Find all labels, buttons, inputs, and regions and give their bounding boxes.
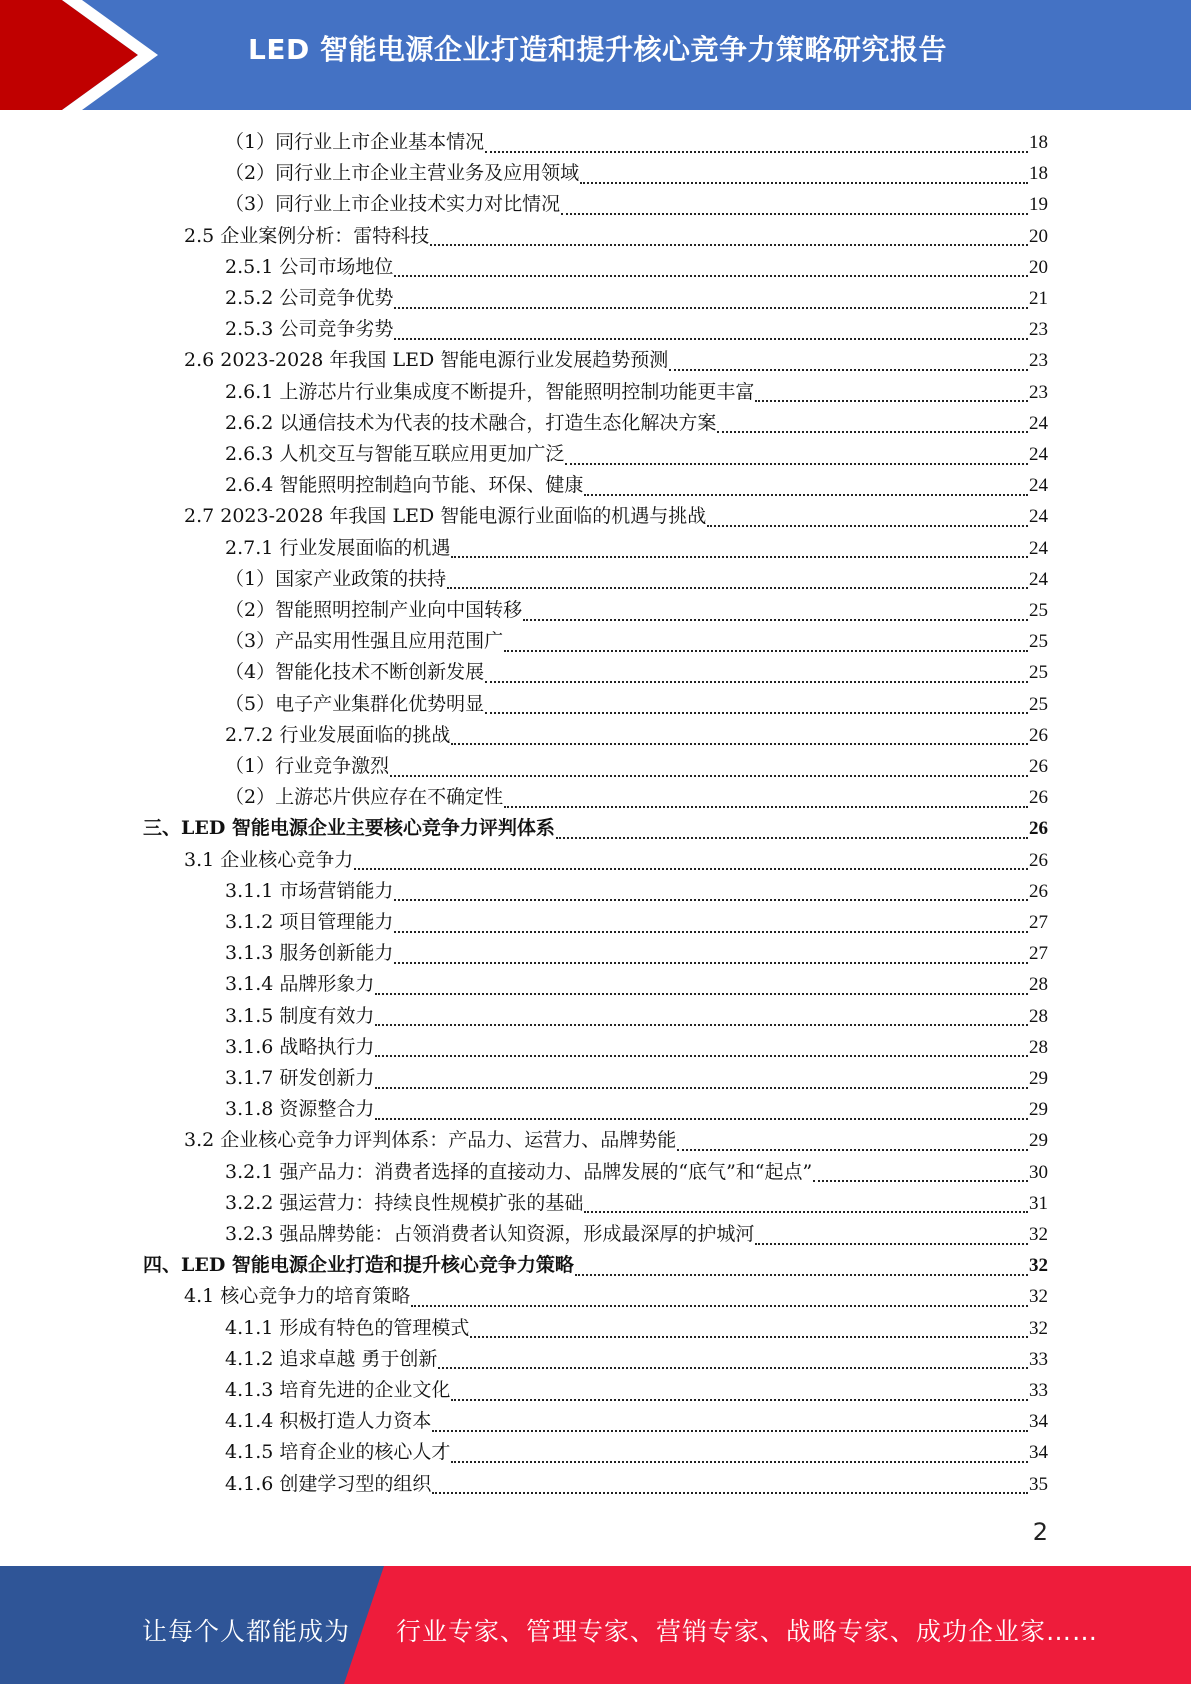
toc-leader-dots bbox=[669, 369, 1028, 371]
toc-leader-dots bbox=[394, 275, 1028, 277]
toc-entry-page: 27 bbox=[1029, 943, 1048, 965]
toc-entry-page: 31 bbox=[1029, 1192, 1048, 1214]
toc-entry-page: 29 bbox=[1029, 1130, 1048, 1152]
toc-entry[interactable] bbox=[225, 626, 1048, 657]
toc-leader-dots bbox=[584, 1211, 1028, 1213]
toc-entry[interactable] bbox=[225, 1001, 1048, 1032]
toc-entry[interactable] bbox=[225, 1032, 1048, 1063]
toc-entry[interactable] bbox=[225, 314, 1048, 345]
toc-leader-dots bbox=[584, 494, 1028, 496]
toc-entry-title: 4.1.3 培育先进的企业文化 bbox=[225, 1379, 451, 1401]
toc-entry-title: （1）国家产业政策的扶持 bbox=[225, 567, 447, 590]
toc-entry[interactable] bbox=[225, 751, 1048, 782]
toc-entry-page: 25 bbox=[1029, 600, 1048, 621]
toc-entry-title: 2.7.1 行业发展面临的机遇 bbox=[225, 536, 451, 559]
toc-leader-dots bbox=[523, 619, 1028, 621]
toc-entry-page: 33 bbox=[1029, 1380, 1048, 1401]
toc-leader-dots bbox=[394, 931, 1028, 933]
toc-entry[interactable] bbox=[184, 221, 1048, 252]
toc-leader-dots bbox=[394, 307, 1028, 309]
toc-leader-dots bbox=[375, 1024, 1028, 1026]
toc-entry-title: 2.5.3 公司竞争劣势 bbox=[225, 318, 394, 341]
toc-entry-page: 29 bbox=[1029, 1099, 1048, 1121]
toc-leader-dots bbox=[375, 1118, 1028, 1120]
toc-entry[interactable] bbox=[225, 564, 1048, 595]
toc-entry-title: 3.2 企业核心竞争力评判体系：产品力、运营力、品牌势能 bbox=[184, 1129, 677, 1152]
toc-entry-title: 2.6.4 智能照明控制趋向节能、环保、健康 bbox=[225, 474, 584, 497]
toc-entry[interactable] bbox=[225, 439, 1048, 470]
toc-entry[interactable] bbox=[225, 1313, 1048, 1344]
toc-entry[interactable] bbox=[225, 283, 1048, 314]
page-number: 2 bbox=[1032, 1518, 1048, 1546]
toc-entry-title: 4.1.5 培育企业的核心人才 bbox=[225, 1441, 451, 1464]
toc-entry[interactable] bbox=[225, 1406, 1048, 1437]
toc-entry-page: 34 bbox=[1029, 1442, 1048, 1464]
toc-entry-title: 4.1.1 形成有特色的管理模式 bbox=[225, 1316, 470, 1339]
toc-entry-page: 26 bbox=[1029, 880, 1048, 902]
toc-entry-title: 4.1.2 追求卓越 勇于创新 bbox=[225, 1347, 438, 1370]
toc-entry-title: （4）智能化技术不断创新发展 bbox=[225, 661, 485, 684]
toc-entry-title: 2.6.2 以通信技术为代表的技术融合，打造生态化解决方案 bbox=[225, 411, 717, 434]
toc-entry-page: 24 bbox=[1029, 444, 1048, 465]
toc-leader-dots bbox=[411, 1305, 1028, 1307]
report-title: LED 智能电源企业打造和提升核心竞争力策略研究报告 bbox=[248, 33, 947, 66]
toc-leader-dots bbox=[755, 1243, 1028, 1245]
toc-entry-title: 3.1.2 项目管理能力 bbox=[225, 911, 394, 933]
toc-entry-page: 18 bbox=[1029, 163, 1048, 185]
toc-entry[interactable] bbox=[225, 782, 1048, 813]
toc-entry-title: 3.1.1 市场营销能力 bbox=[225, 879, 394, 902]
toc-entry-page: 24 bbox=[1029, 568, 1048, 590]
toc-entry-page: 27 bbox=[1029, 912, 1048, 933]
toc-leader-dots bbox=[432, 1430, 1028, 1432]
toc-leader-dots bbox=[470, 1336, 1028, 1338]
toc-entry-title: 2.5.1 公司市场地位 bbox=[225, 255, 394, 278]
toc-entry[interactable] bbox=[225, 689, 1048, 720]
toc-entry[interactable] bbox=[225, 158, 1048, 189]
toc-leader-dots bbox=[707, 525, 1028, 527]
toc-leader-dots bbox=[438, 1367, 1028, 1369]
toc-entry[interactable] bbox=[143, 813, 1048, 844]
toc-entry[interactable] bbox=[225, 252, 1048, 283]
toc-leader-dots bbox=[485, 681, 1028, 683]
toc-entry-title: 4.1.4 积极打造人力资本 bbox=[225, 1410, 432, 1433]
toc-entry[interactable] bbox=[225, 969, 1048, 1000]
toc-entry[interactable] bbox=[184, 345, 1048, 376]
toc-leader-dots bbox=[717, 431, 1028, 433]
toc-entry-title: 3.1.3 服务创新能力 bbox=[225, 942, 394, 965]
toc-leader-dots bbox=[375, 1055, 1028, 1057]
toc-entry-title: （1）同行业上市企业基本情况 bbox=[225, 131, 485, 153]
toc-leader-dots bbox=[485, 712, 1028, 714]
toc-leader-dots bbox=[447, 587, 1028, 589]
toc-entry[interactable] bbox=[143, 1250, 1048, 1281]
toc-leader-dots bbox=[504, 806, 1028, 808]
toc-leader-dots bbox=[375, 993, 1028, 995]
toc-entry-title: 4.1.6 创建学习型的组织 bbox=[225, 1472, 432, 1495]
toc-entry-title: 2.5.2 公司竞争优势 bbox=[225, 287, 394, 309]
toc-entry[interactable] bbox=[225, 1375, 1048, 1406]
toc-entry[interactable] bbox=[225, 1188, 1048, 1219]
toc-entry[interactable] bbox=[225, 1063, 1048, 1094]
toc-entry[interactable] bbox=[225, 938, 1048, 969]
toc-entry-page: 32 bbox=[1029, 1255, 1048, 1277]
toc-entry-page: 32 bbox=[1029, 1286, 1048, 1308]
toc-entry-title: 2.6.1 上游芯片行业集成度不断提升，智能照明控制功能更丰富 bbox=[225, 380, 755, 403]
toc-leader-dots bbox=[677, 1149, 1028, 1151]
toc-entry[interactable] bbox=[225, 1094, 1048, 1125]
toc-entry-title: （2）上游芯片供应存在不确定性 bbox=[225, 786, 504, 809]
toc-entry-page: 24 bbox=[1029, 537, 1048, 559]
toc-entry-title: 3.2.3 强品牌势能：占领消费者认知资源，形成最深厚的护城河 bbox=[225, 1223, 755, 1245]
toc-entry-page: 24 bbox=[1029, 475, 1048, 497]
toc-entry-page: 32 bbox=[1029, 1224, 1048, 1245]
toc-entry[interactable] bbox=[225, 470, 1048, 501]
toc-entry[interactable] bbox=[225, 595, 1048, 626]
toc-leader-dots bbox=[354, 868, 1028, 870]
toc-leader-dots bbox=[575, 1274, 1028, 1276]
toc-entry-title: 3.1 企业核心竞争力 bbox=[184, 848, 354, 871]
toc-entry[interactable] bbox=[225, 377, 1048, 408]
toc-entry[interactable] bbox=[184, 501, 1048, 532]
toc-leader-dots bbox=[390, 775, 1028, 777]
toc-entry[interactable] bbox=[225, 1344, 1048, 1375]
toc-entry[interactable] bbox=[225, 720, 1048, 751]
toc-leader-dots bbox=[561, 213, 1028, 215]
toc-entry[interactable] bbox=[225, 1437, 1048, 1468]
toc-entry-page: 33 bbox=[1029, 1348, 1048, 1370]
toc-entry[interactable] bbox=[225, 408, 1048, 439]
toc-entry-title: （2）同行业上市企业主营业务及应用领域 bbox=[225, 162, 580, 185]
page-header bbox=[0, 0, 1191, 110]
toc-leader-dots bbox=[504, 650, 1028, 652]
toc-leader-dots bbox=[556, 837, 1028, 839]
toc-entry-page: 29 bbox=[1029, 1068, 1048, 1089]
toc-leader-dots bbox=[451, 556, 1028, 558]
toc-entry-title: 3.1.8 资源整合力 bbox=[225, 1098, 375, 1121]
toc-entry-title: 3.1.7 研发创新力 bbox=[225, 1067, 375, 1089]
toc-entry-title: 2.7.2 行业发展面临的挑战 bbox=[225, 723, 451, 746]
toc-entry-page: 26 bbox=[1029, 849, 1048, 871]
toc-leader-dots bbox=[430, 244, 1028, 246]
toc-entry-title: 4.1 核心竞争力的培育策略 bbox=[184, 1285, 411, 1308]
toc-entry-title: （5）电子产业集群化优势明显 bbox=[225, 692, 485, 715]
toc-leader-dots bbox=[813, 1180, 1028, 1182]
toc-entry[interactable] bbox=[225, 876, 1048, 907]
toc-entry[interactable] bbox=[225, 1469, 1048, 1500]
toc-entry-page: 28 bbox=[1029, 974, 1048, 996]
toc-entry[interactable] bbox=[225, 189, 1048, 220]
toc-entry-title: 2.7 2023-2028 年我国 LED 智能电源行业面临的机遇与挑战 bbox=[184, 505, 707, 528]
toc-entry-title: 四、LED 智能电源企业打造和提升核心竞争力策略 bbox=[143, 1254, 574, 1277]
toc-leader-dots bbox=[394, 962, 1028, 964]
toc-entry[interactable] bbox=[225, 127, 1048, 158]
toc-leader-dots bbox=[432, 1492, 1028, 1494]
toc-entry[interactable] bbox=[184, 1125, 1048, 1156]
toc-entry-page: 24 bbox=[1029, 506, 1048, 528]
toc-entry-title: 3.2.2 强运营力：持续良性规模扩张的基础 bbox=[225, 1191, 584, 1214]
toc-entry-page: 23 bbox=[1029, 319, 1048, 341]
toc-entry-page: 23 bbox=[1029, 381, 1048, 403]
toc-entry-page: 32 bbox=[1029, 1317, 1048, 1339]
toc-entry-page: 19 bbox=[1029, 194, 1048, 216]
toc-leader-dots bbox=[394, 899, 1028, 901]
toc-leader-dots bbox=[565, 463, 1028, 465]
page-footer bbox=[0, 1566, 1191, 1684]
toc-entry-title: 三、LED 智能电源企业主要核心竞争力评判体系 bbox=[143, 817, 555, 840]
toc-leader-dots bbox=[451, 1399, 1028, 1401]
toc-entry[interactable] bbox=[184, 1281, 1048, 1312]
toc-leader-dots bbox=[375, 1087, 1028, 1089]
footer-slogan-right: 行业专家、管理专家、营销专家、战略专家、成功企业家…… bbox=[396, 1617, 1099, 1646]
toc-entry-page: 28 bbox=[1029, 1036, 1048, 1058]
toc-entry-page: 25 bbox=[1029, 693, 1048, 715]
toc-entry[interactable] bbox=[225, 1157, 1048, 1188]
toc-entry-title: 2.6.3 人机交互与智能互联应用更加广泛 bbox=[225, 443, 565, 465]
toc-entry-page: 28 bbox=[1029, 1005, 1048, 1027]
toc-entry-page: 25 bbox=[1029, 662, 1048, 684]
toc-entry-title: （3）产品实用性强且应用范围广 bbox=[225, 630, 504, 653]
toc-entry-page: 26 bbox=[1029, 818, 1048, 840]
toc-entry[interactable] bbox=[225, 657, 1048, 688]
toc-leader-dots bbox=[394, 338, 1028, 340]
toc-entry[interactable] bbox=[225, 907, 1048, 938]
toc-entry-page: 24 bbox=[1029, 412, 1048, 434]
toc-entry-page: 20 bbox=[1029, 256, 1048, 278]
toc-entry-title: （3）同行业上市企业技术实力对比情况 bbox=[225, 193, 561, 216]
toc-entry-title: 3.1.6 战略执行力 bbox=[225, 1035, 375, 1058]
toc-entry-page: 35 bbox=[1029, 1473, 1048, 1495]
toc-entry[interactable] bbox=[184, 845, 1048, 876]
toc-entry[interactable] bbox=[225, 1219, 1048, 1250]
toc-entry[interactable] bbox=[225, 533, 1048, 564]
toc-entry-page: 34 bbox=[1029, 1411, 1048, 1433]
toc-entry-page: 26 bbox=[1029, 756, 1048, 777]
toc-entry-page: 26 bbox=[1029, 724, 1048, 746]
toc-entry-title: 2.6 2023-2028 年我国 LED 智能电源行业发展趋势预测 bbox=[184, 349, 669, 372]
toc-entry-page: 18 bbox=[1029, 132, 1048, 153]
toc-entry-page: 25 bbox=[1029, 631, 1048, 653]
toc-entry-page: 26 bbox=[1029, 787, 1048, 809]
toc-leader-dots bbox=[485, 151, 1028, 153]
toc-leader-dots bbox=[451, 1461, 1028, 1463]
toc-entry-title: 3.2.1 强产品力：消费者选择的直接动力、品牌发展的“底气”和“起点” bbox=[225, 1160, 813, 1183]
toc-entry-title: 3.1.5 制度有效力 bbox=[225, 1004, 375, 1027]
toc-entry-title: （1）行业竞争激烈 bbox=[225, 755, 390, 777]
toc-entry-page: 21 bbox=[1029, 288, 1048, 309]
toc-entry-title: 3.1.4 品牌形象力 bbox=[225, 973, 375, 996]
toc-leader-dots bbox=[451, 743, 1028, 745]
footer-slogan-left: 让每个人都能成为 bbox=[142, 1617, 351, 1646]
toc-entry-title: （2）智能照明控制产业向中国转移 bbox=[225, 599, 523, 621]
toc-entry-title: 2.5 企业案例分析：雷特科技 bbox=[184, 224, 430, 247]
toc-entry-page: 30 bbox=[1029, 1161, 1048, 1183]
toc-entry-page: 23 bbox=[1029, 350, 1048, 372]
toc-leader-dots bbox=[755, 400, 1028, 402]
toc-entry-page: 20 bbox=[1029, 225, 1048, 247]
toc-leader-dots bbox=[580, 182, 1028, 184]
